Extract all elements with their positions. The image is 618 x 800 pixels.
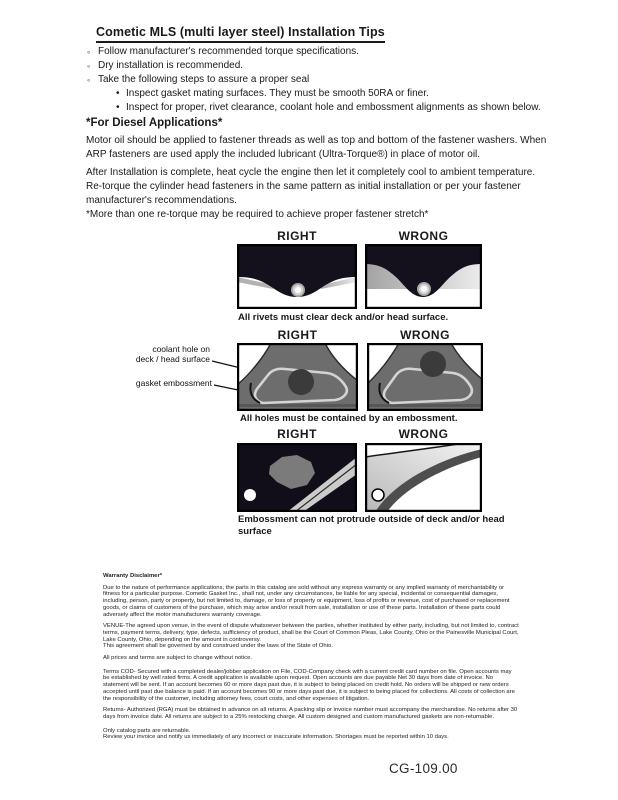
list-item [87, 73, 557, 87]
protrusion-wrong-illustration [365, 443, 482, 512]
annotation-coolant-hole: coolant hole on deck / head surface [135, 344, 210, 364]
list-item-text: Take the following steps to assure a proper seal [98, 74, 310, 85]
bullet-icon: ◦ [87, 47, 91, 57]
sub-list-item [87, 87, 557, 101]
wrong-label: WRONG [398, 229, 449, 243]
list-item-text: Follow manufacturer's recommended torque specifications. [98, 46, 359, 57]
sub-list-item [87, 101, 557, 115]
legal-paragraph: Due to the nature of performance applications, the parts in this catalog are sold without any express warranty or any implied warranty of merchantability or fitness for a particular purpose. Cometic Gasket Inc., shall not, under any circumstances, be liable for any special, incidental or consequential damages, including, person, party or property, but not limited to, damage, or loss of property or equipment, loss of profits or revenue, cost of purchased or replacement goods, or claims of customers of the purchase, which may arise and/or result from sale, installation or use of these parts. Installation of these parts could adversely affect the motor manufacturers warranty coverage. [103, 584, 510, 618]
rivet-right-illustration [237, 244, 357, 309]
annotation-gasket-embossment: gasket embossment [135, 378, 212, 388]
list-item [87, 45, 557, 59]
warranty-heading: Warranty Disclaimer* [103, 573, 163, 579]
diesel-paragraph-1: Motor oil should be applied to fastener threads as well as top and bottom of the fastener washers. When ARP fasteners are used apply the included lubricant (Ultra-Torque®) in place of motor oil. [86, 135, 547, 160]
protrusion-right-illustration [237, 443, 357, 512]
document-number: CG-109.00 [389, 761, 458, 776]
right-label: RIGHT [277, 427, 317, 441]
wrong-label: WRONG [400, 328, 450, 342]
diagram-caption-protrusion: Embossment can not protrude outside of deck and/or head surface [238, 514, 505, 537]
diagram-caption-rivets: All rivets must clear deck and/or head surface. [238, 312, 449, 323]
diesel-section-heading: *For Diesel Applications* [86, 117, 223, 129]
rivet-wrong-illustration [365, 244, 482, 309]
embossment-right-illustration [237, 343, 358, 411]
list-item-text: Inspect for proper, rivet clearance, coolant hole and embossment alignments as shown below. [126, 102, 541, 113]
legal-paragraph: This agreement shall be governed by and construed under the laws of the State of Ohio. [103, 643, 333, 650]
list-item [87, 59, 557, 73]
legal-paragraph: All prices and terms are subject to change without notice. [103, 655, 252, 662]
bullet-icon: • [116, 102, 120, 113]
legal-paragraph: Returns- Authorized (RGA) must be obtained in advance on all returns. A packing slip or invoice number must accompany the merchandise. No returns after 30 days from invoice date. All returns are subject to a 25% restocking charge. All custom designed and custom manufactured gaskets are non-returnable. [103, 707, 518, 720]
legal-paragraph: VENUE-The agreed upon venue, in the event of dispute whatsoever between the parties, whether instituted by either party, including, but not limited to, contract terms, payment terms, delivery, type, defects, sufficiency of product, shall be the Court of Common Pleas, Lake County, Ohio or the Painesville Municipal Court, Lake County, Ohio, depending on the amount in controversy. [103, 623, 519, 643]
bullet-icon: • [116, 88, 120, 99]
list-item-text: Dry installation is recommended. [98, 60, 244, 71]
list-item-text: Inspect gasket mating surfaces. They must be smooth 50RA or finer. [126, 88, 429, 99]
retorque-note: *More than one re-torque may be required to achieve proper fastener stretch* [86, 209, 429, 220]
legal-paragraph: Review your invoice and notify us immediately of any incorrect or inaccurate information. Shortages must be reported within 10 days. [103, 734, 449, 741]
diagram-caption-holes: All holes must be contained by an embossment. [240, 413, 458, 424]
embossment-wrong-illustration [367, 343, 483, 411]
page-title: Cometic MLS (multi layer steel) Installation Tips [96, 25, 385, 43]
warranty-disclaimer [103, 573, 519, 746]
legal-paragraph: Terms COD- Secured with a completed dealer/jobber application on File, COD-Company check with a current credit card number on file. Open accounts may be established by well rated firms. A credit application is available upon request. Open accounts are due payable Net 30 days from date of invoice. No statement will be sent. If an account becomes 60 or more days past due, it is subject to being placed on credit hold. No orders will be shipped or new orders accepted until past due balance is paid. If an account becomes 90 or more days past due, it is subject to being placed for collections. All costs of collection are the responsibility of the customer, including attorney fees, court costs, and other expenses of litigation. [103, 668, 515, 702]
legal-paragraph: Only catalog parts are returnable. [103, 727, 191, 734]
diesel-paragraph-2: After Installation is complete, heat cycle the engine then let it completely cool to ambient temperature. Re-torque the cylinder head fasteners in the same pattern as initial installation or per your fastener manufacturer's recommendations. [86, 167, 536, 206]
wrong-label: WRONG [398, 427, 449, 441]
bullet-icon: ◦ [87, 61, 91, 71]
installation-tips-list [87, 45, 557, 115]
right-label: RIGHT [277, 229, 317, 243]
bullet-icon: ◦ [87, 75, 91, 85]
right-label: RIGHT [277, 328, 318, 342]
